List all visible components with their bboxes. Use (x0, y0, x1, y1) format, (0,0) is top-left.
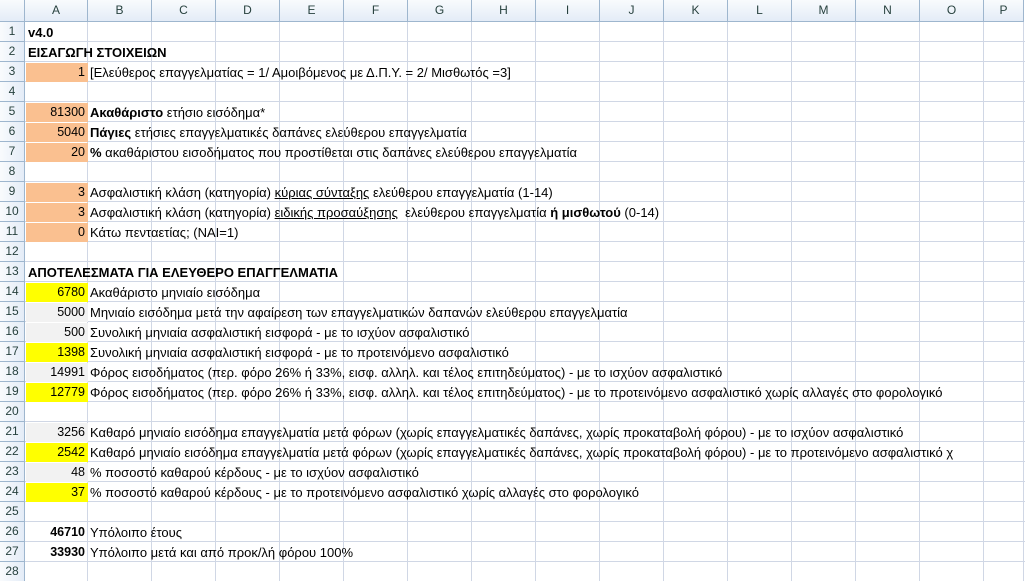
cell-A13-section-results-title[interactable]: ΑΠΟΤΕΛΕΣΜΑΤΑ ΓΙΑ ΕΛΕΥΘΕΡΟ ΕΠΑΓΓΕΛΜΑΤΙΑ (28, 265, 339, 280)
row-header-9[interactable]: 9 (0, 182, 25, 202)
column-header-B[interactable]: B (88, 0, 152, 22)
cell-B24-label[interactable]: % ποσοστό καθαρού κέρδους - με το προτεινόμενο ασφαλιστικό χωρίς αλλαγές στο φορολογικό (90, 485, 639, 500)
cell-A17-value[interactable]: 1398 (26, 343, 88, 362)
cell-A2-section-input-title[interactable]: ΕΙΣΑΓΩΓΗ ΣΤΟΙΧΕΙΩΝ (28, 45, 167, 60)
cell-A15-value[interactable]: 5000 (26, 303, 88, 322)
row-header-16[interactable]: 16 (0, 322, 25, 342)
row-header-6[interactable]: 6 (0, 122, 25, 142)
row-header-8[interactable]: 8 (0, 162, 25, 182)
grid-hline (25, 421, 1025, 422)
row-header-23[interactable]: 23 (0, 462, 25, 482)
label-bold: ή μισθωτού (550, 205, 621, 220)
label-text: ετήσιες επαγγελματικές δαπάνες ελεύθερου επαγγελματία (131, 125, 467, 140)
column-header-L[interactable]: L (728, 0, 792, 22)
row-header-17[interactable]: 17 (0, 342, 25, 362)
cell-A9-main-class-input[interactable]: 3 (26, 183, 88, 202)
cell-A11-under-five-years-input[interactable]: 0 (26, 223, 88, 242)
column-header-F[interactable]: F (344, 0, 408, 22)
cell-B10-label[interactable] (90, 203, 659, 222)
row-header-28[interactable]: 28 (0, 562, 25, 581)
label-text: ελεύθερου επαγγελματία (1-14) (369, 185, 553, 200)
row-header-2[interactable]: 2 (0, 42, 25, 62)
cell-B26-label[interactable]: Υπόλοιπο έτους (90, 525, 183, 540)
cell-B27-label[interactable]: Υπόλοιπο μετά και από προκ/λή φόρου 100% (90, 545, 354, 560)
column-header-M[interactable]: M (792, 0, 856, 22)
column-header-G[interactable]: G (408, 0, 472, 22)
label-text: Ασφαλιστική κλάση (κατηγορία) (90, 205, 275, 220)
cell-B22-label[interactable]: Καθαρό μηνιαίο εισόδημα επαγγελματία μετά φόρων (χωρίς επαγγελματικές δαπάνες, χωρίς προκαταβολή φόρου) - με το προτεινόμενο ασφαλιστικό χ (90, 445, 954, 460)
row-header-25[interactable]: 25 (0, 502, 25, 522)
cell-B14-label[interactable]: Ακαθάριστο μηνιαίο εισόδημα (90, 285, 261, 300)
grid-hline (25, 61, 1025, 62)
label-text: ελεύθερου επαγγελματία (397, 205, 551, 220)
row-header-10[interactable]: 10 (0, 202, 25, 222)
row-header-11[interactable]: 11 (0, 222, 25, 242)
grid-hline (25, 101, 1025, 102)
row-header-27[interactable]: 27 (0, 542, 25, 562)
row-header-7[interactable]: 7 (0, 142, 25, 162)
cell-B16-label[interactable]: Συνολική μηνιαία ασφαλιστική εισφορά - με το ισχύον ασφαλιστικό (90, 325, 470, 340)
cell-A3-type-input[interactable]: 1 (26, 63, 88, 82)
cell-B7-label[interactable] (90, 143, 577, 162)
column-header-N[interactable]: N (856, 0, 920, 22)
cell-A16-value[interactable]: 500 (26, 323, 88, 342)
row-header-1[interactable]: 1 (0, 22, 25, 42)
row-header-19[interactable]: 19 (0, 382, 25, 402)
column-header-P[interactable]: P (984, 0, 1024, 22)
cell-B11-label[interactable]: Κάτω πενταετίας; (ΝΑΙ=1) (90, 225, 239, 240)
label-text: (0-14) (620, 205, 660, 220)
cell-A14-value[interactable]: 6780 (26, 283, 88, 302)
row-header-3[interactable]: 3 (0, 62, 25, 82)
cell-B6-label[interactable] (90, 123, 467, 142)
cell-B9-label[interactable] (90, 183, 553, 202)
row-header-24[interactable]: 24 (0, 482, 25, 502)
cell-A27-value[interactable]: 33930 (50, 545, 85, 559)
row-header-20[interactable]: 20 (0, 402, 25, 422)
grid-hline (25, 521, 1025, 522)
label-text: ετήσιο εισόδημα* (163, 105, 266, 120)
grid-hline (25, 181, 1025, 182)
column-header-C[interactable]: C (152, 0, 216, 22)
cell-A6-fixed-expenses-input[interactable]: 5040 (26, 123, 88, 142)
column-header-J[interactable]: J (600, 0, 664, 22)
cell-B18-label[interactable]: Φόρος εισοδήματος (περ. φόρο 26% ή 33%, εισφ. αλληλ. και τέλος επιτηδεύματος) - με το ισχύον ασφαλιστικό (90, 365, 723, 380)
column-header-A[interactable]: A (25, 0, 88, 22)
row-header-13[interactable]: 13 (0, 262, 25, 282)
row-header-15[interactable]: 15 (0, 302, 25, 322)
column-header-D[interactable]: D (216, 0, 280, 22)
cell-A7-percent-input[interactable]: 20 (26, 143, 88, 162)
row-header-14[interactable]: 14 (0, 282, 25, 302)
cell-B3-type-label[interactable]: [Ελεύθερος επαγγελματίας = 1/ Αμοιβόμενος με Δ.Π.Υ. = 2/ Μισθωτός =3] (90, 65, 511, 80)
column-header-K[interactable]: K (664, 0, 728, 22)
row-header-18[interactable]: 18 (0, 362, 25, 382)
cell-A24-value[interactable]: 37 (26, 483, 88, 502)
cell-A18-value[interactable]: 14991 (26, 363, 88, 382)
cell-B15-label[interactable]: Μηνιαίο εισόδημα μετά την αφαίρεση των επαγγελματικών δαπανών ελεύθερου επαγγελματία (90, 305, 628, 320)
label-text: Ασφαλιστική κλάση (κατηγορία) (90, 185, 275, 200)
column-header-E[interactable]: E (280, 0, 344, 22)
row-header-5[interactable]: 5 (0, 102, 25, 122)
row-header-26[interactable]: 26 (0, 522, 25, 542)
cell-A10-special-class-input[interactable]: 3 (26, 203, 88, 222)
row-header-4[interactable]: 4 (0, 82, 25, 102)
select-all-corner[interactable] (0, 0, 25, 22)
label-text: ακαθάριστου εισοδήματος που προστίθεται στις δαπάνες ελεύθερου επαγγελματία (101, 145, 577, 160)
cell-B23-label[interactable]: % ποσοστό καθαρού κέρδους - με το ισχύον ασφαλιστικό (90, 465, 419, 480)
cell-A19-value[interactable]: 12779 (26, 383, 88, 402)
label-underline: κύριας σύνταξης (274, 185, 370, 200)
row-header-21[interactable]: 21 (0, 422, 25, 442)
label-underline: ειδικής προσαύξησης (274, 205, 398, 220)
column-header-H[interactable]: H (472, 0, 536, 22)
cell-B21-label[interactable]: Καθαρό μηνιαίο εισόδημα επαγγελματία μετά φόρων (χωρίς επαγγελματικές δαπάνες, χωρίς προκαταβολή φόρου) - με το ισχύον ασφαλιστικό (90, 425, 904, 440)
label-bold: % (90, 145, 102, 160)
cell-B19-label[interactable]: Φόρος εισοδήματος (περ. φόρο 26% ή 33%, εισφ. αλληλ. και τέλος επιτηδεύματος) - με το προτεινόμενο ασφαλιστικό χωρίς αλλαγές στο φορολογικό (90, 385, 943, 400)
cell-A26-value[interactable]: 46710 (50, 525, 85, 539)
column-header-I[interactable]: I (536, 0, 600, 22)
column-header-O[interactable]: O (920, 0, 984, 22)
cell-B5-label[interactable] (90, 103, 265, 122)
grid-hline (25, 41, 1025, 42)
row-header-22[interactable]: 22 (0, 442, 25, 462)
cell-A1-version[interactable]: v4.0 (28, 25, 54, 40)
label-bold: Πάγιες (90, 125, 132, 140)
grid-hline (25, 261, 1025, 262)
row-header-12[interactable]: 12 (0, 242, 25, 262)
cell-A23-value[interactable]: 48 (26, 463, 88, 482)
cell-B17-label[interactable]: Συνολική μηνιαία ασφαλιστική εισφορά - με το προτεινόμενο ασφαλιστικό (90, 345, 509, 360)
cell-A21-value[interactable]: 3256 (26, 423, 88, 442)
cell-A5-gross-income-input[interactable]: 81300 (26, 103, 88, 122)
label-bold: Ακαθάριστο (90, 105, 164, 120)
cell-A22-value[interactable]: 2542 (26, 443, 88, 462)
